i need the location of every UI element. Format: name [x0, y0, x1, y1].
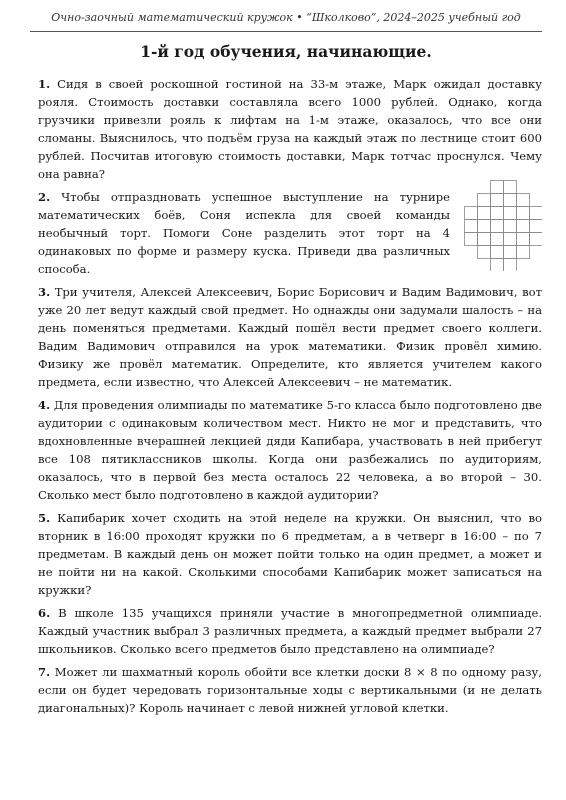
page-header: Очно-заочный математический кружок • “Школково”, 2024–2025 учебный год: [51, 11, 521, 24]
grid-cell: [530, 207, 543, 220]
problem-number: 2.: [38, 190, 51, 204]
problem-1: [38, 75, 542, 183]
problem-list: [38, 75, 542, 722]
problem-5: [38, 509, 542, 599]
problem-number: 7.: [38, 665, 51, 679]
grid-cell: [465, 233, 478, 246]
grid-cell: [465, 207, 478, 220]
grid-cell: [491, 194, 504, 207]
grid-cell: [517, 220, 530, 233]
grid-cell: [504, 259, 517, 272]
grid-cell: [491, 181, 504, 194]
cake-grid-figure: [464, 180, 542, 271]
page-title: 1-й год обучения, начинающие.: [140, 42, 432, 61]
grid-cell: [504, 181, 517, 194]
grid-cell: [517, 194, 530, 207]
problem-number: 6.: [38, 606, 51, 620]
problem-text: Сидя в своей роскошной гостиной на 33-м этаже, Марк ожидал доставку рояля. Стоимость доставки составляла всего 1000 рублей. Однако, когда грузчики привезли рояль к лифтам на 1-м этаже, оказалось, что все они сломаны. Выяснилось, что подъём груза на каждый этаж по лестнице стоит 600 рублей. Посчитав итоговую стоимость доставки, Марк тотчас проснулся. Чему она равна?: [38, 77, 542, 181]
grid-cell: [504, 246, 517, 259]
grid-cell: [465, 220, 478, 233]
problem-text: Может ли шахматный король обойти все клетки доски 8 × 8 по одному разу, если он будет чередовать горизонтальные ходы с вертикальными (и не делать диагональных)? Король начинает с левой нижней угловой клетки.: [38, 665, 542, 715]
problem-text: Чтобы отпраздновать успешное выступление на турнире математических боёв, Соня испекла для своей команды необычный торт. Помоги Соне разделить этот торт на 4 одинаковых по форме и размеру куска. Приведи два различных способа.: [38, 190, 450, 276]
problem-text: Три учителя, Алексей Алексеевич, Борис Борисович и Вадим Вадимович, вот уже 20 лет ведут каждый свой предмет. Но однажды они задумали шалость – на день поменяться предметами. Каждый пошёл вести предмет своего коллеги. Вадим Вадимович отправился на урок математики. Физик провёл химию. Физику же провёл математик. Определите, кто является учителем какого предмета, если известно, что Алексей Алексеевич – не математик.: [38, 285, 543, 389]
problem-number: 5.: [38, 511, 51, 525]
grid-cell: [530, 233, 543, 246]
grid-cell: [504, 220, 517, 233]
grid-cell: [491, 259, 504, 272]
problem-number: 4.: [38, 398, 51, 412]
problem-number: 3.: [38, 285, 51, 299]
problem-text: Для проведения олимпиады по математике 5-го класса было подготовлено две аудитории с одинаковым количеством мест. Никто не мог и представить, что вдохновленные вчерашней лекцией дяди Капибара, участвовать в ней прибегут все 108 пятиклассников школы. Когда они разбежались по аудиториям, оказалось, что в первой без места осталось 22 человека, а во второй – 30. Сколько мест было подготовлено в каждой аудитории?: [38, 398, 543, 502]
grid-cell: [478, 194, 491, 207]
problem-3: [38, 283, 542, 391]
grid-cell: [504, 194, 517, 207]
grid-cell: [504, 207, 517, 220]
problem-6: [38, 604, 542, 658]
problem-4: [38, 396, 542, 504]
grid-cell: [478, 207, 491, 220]
problem-text: В школе 135 учащихся приняли участие в многопредметной олимпиаде. Каждый участник выбрал 3 различных предмета, а каждый предмет выбрали 27 школьников. Сколько всего предметов было представлено на олимпиаде?: [38, 606, 543, 656]
grid-cell: [478, 246, 491, 259]
grid-cell: [517, 246, 530, 259]
problem-7: [38, 663, 542, 717]
grid-cell: [517, 233, 530, 246]
grid-cell: [491, 207, 504, 220]
problem-number: 1.: [38, 77, 51, 91]
grid-cell: [504, 233, 517, 246]
grid-cell: [491, 233, 504, 246]
grid-cell: [491, 246, 504, 259]
header-rule: [30, 31, 542, 32]
grid-cell: [478, 233, 491, 246]
grid-cell: [478, 220, 491, 233]
problem-2: [38, 188, 542, 278]
grid-cell: [517, 207, 530, 220]
problem-text: Капибарик хочет сходить на этой неделе на кружки. Он выяснил, что во вторник в 16:00 проходят кружки по 6 предметам, а в четверг в 16:00 – по 7 предметам. В каждый день он может пойти только на один предмет, а может и не пойти ни на какой. Сколькими способами Капибарик может записаться на кружки?: [38, 511, 542, 597]
grid-cell: [491, 220, 504, 233]
grid-cell: [530, 220, 543, 233]
